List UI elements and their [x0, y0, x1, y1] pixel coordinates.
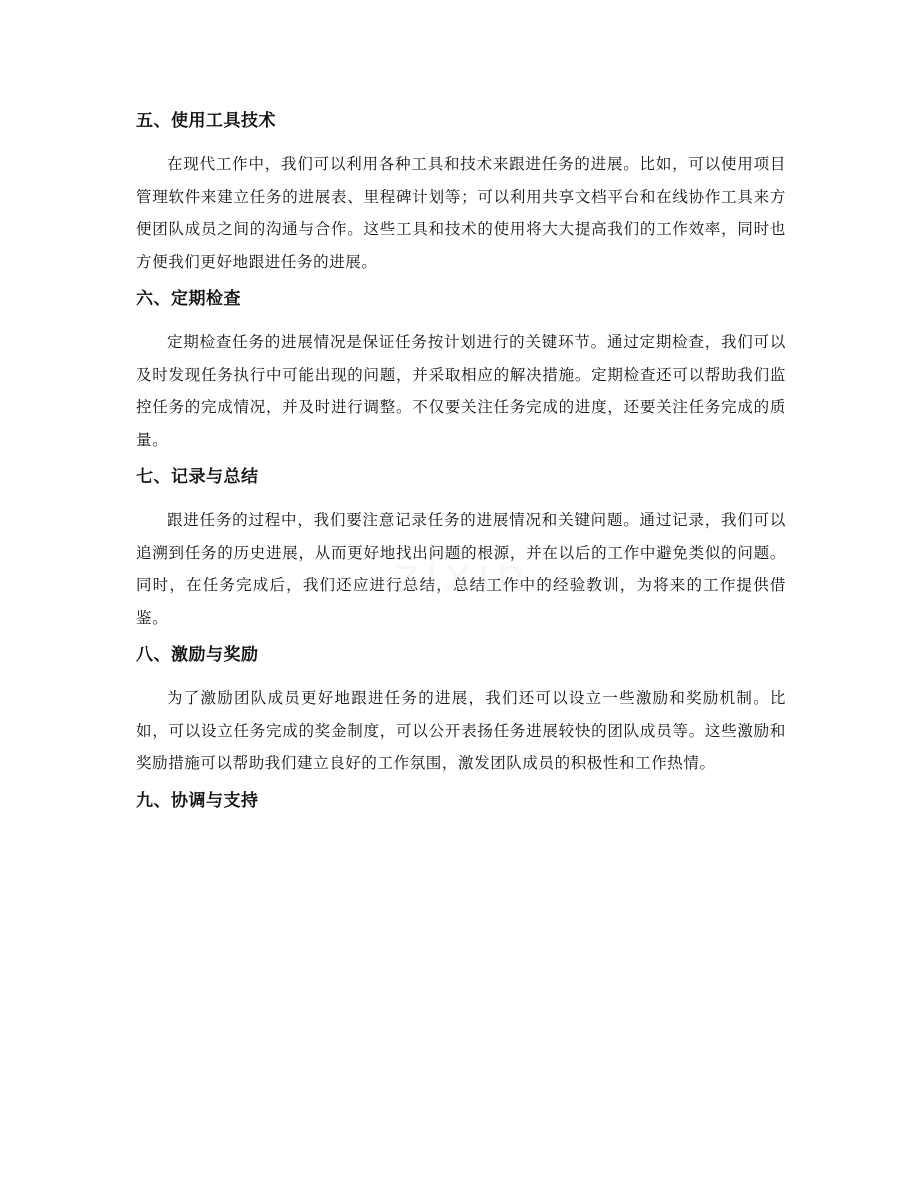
document-page [136, 106, 786, 828]
section-heading: 八、激励与奖励 [136, 645, 259, 665]
section-paragraph: 在现代工作中，我们可以利用各种工具和技术来跟进任务的进展。比如，可以使用项目管理软件来建立任务的进展表、里程碑计划等；可以利用共享文档平台和在线协作工具来方便团队成员之间的沟通与合作。这些工具和技术的使用将大大提高我们的工作效率，同时也方便我们更好地跟进任务的进展。 [136, 155, 786, 271]
section-regular-check [136, 284, 786, 456]
section-record-summary [136, 462, 786, 634]
section-coordination-support [136, 786, 786, 816]
section-paragraph: 跟进任务的过程中，我们要注意记录任务的进展情况和关键问题。通过记录，我们可以追溯到任务的历史进展，从而更好地找出问题的根源，并在以后的工作中避免类似的问题。同时，在任务完成后，我们还应进行总结，总结工作中的经验教训，为将来的工作提供借鉴。 [136, 511, 786, 627]
section-tools [136, 106, 786, 278]
section-paragraph: 为了激励团队成员更好地跟进任务的进展，我们还可以设立一些激励和奖励机制。比如，可以设立任务完成的奖金制度，可以公开表扬任务进展较快的团队成员等。这些激励和奖励措施可以帮助我们建立良好的工作氛围，激发团队成员的积极性和工作热情。 [136, 689, 786, 772]
section-incentive-reward [136, 640, 786, 780]
section-heading: 九、协调与支持 [136, 790, 259, 811]
section-paragraph: 定期检查任务的进展情况是保证任务按计划进行的关键环节。通过定期检查，我们可以及时发现任务执行中可能出现的问题，并采取相应的解决措施。定期检查还可以帮助我们监控任务的完成情况，并及时进行调整。不仅要关注任务完成的进度，还要关注任务完成的质量。 [136, 333, 786, 449]
section-heading: 五、使用工具技术 [136, 111, 276, 131]
section-heading: 六、定期检查 [136, 289, 241, 309]
section-heading: 七、记录与总结 [136, 467, 259, 487]
